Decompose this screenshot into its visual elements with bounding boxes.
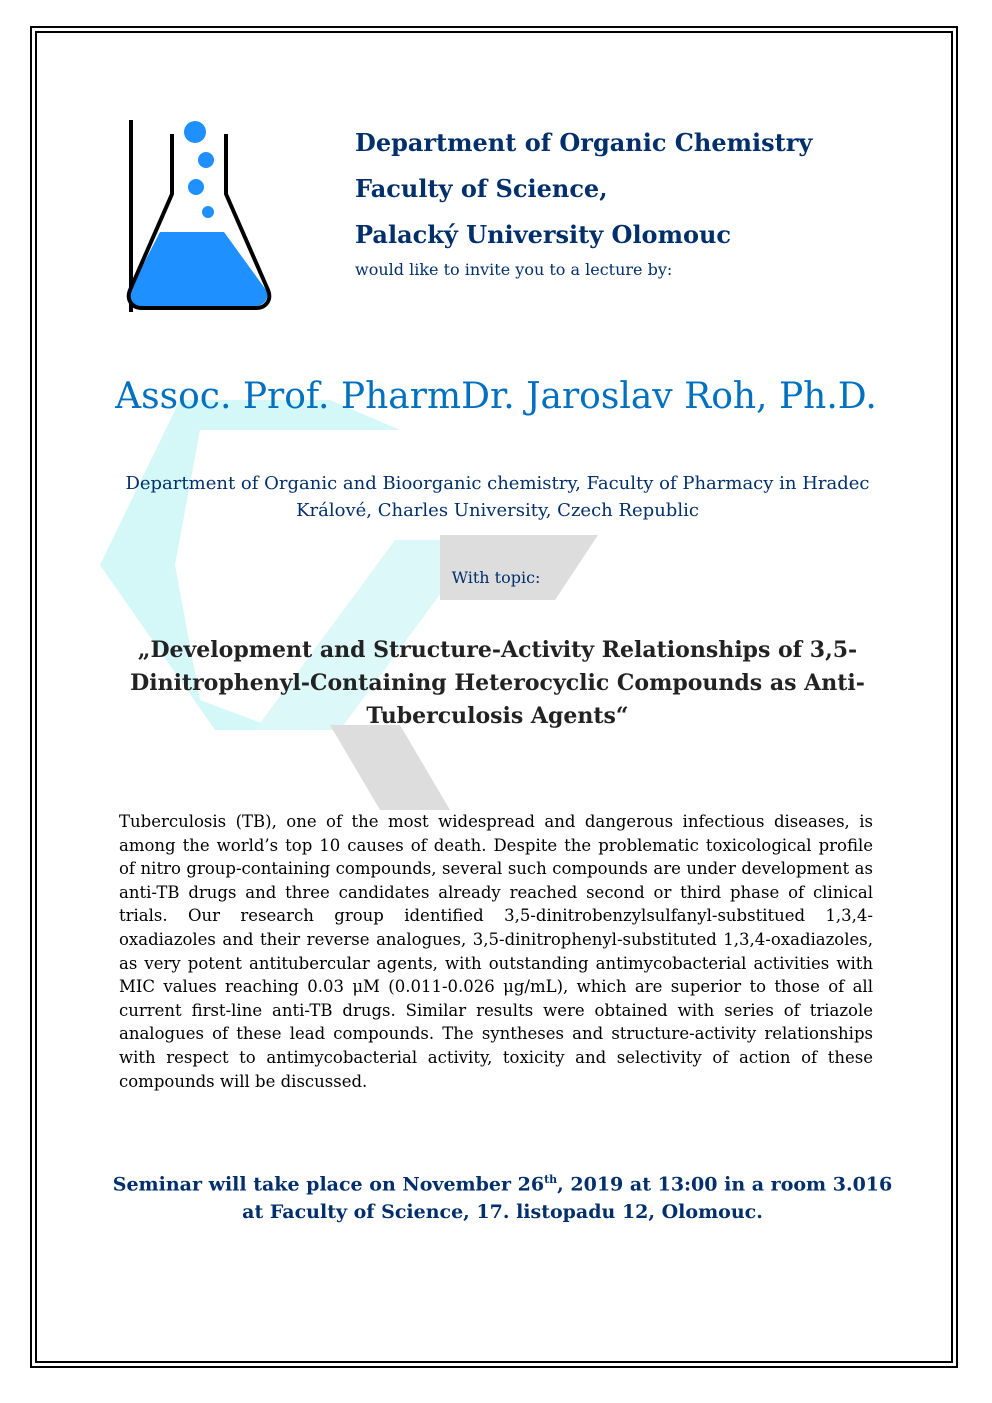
speaker-affiliation: Department of Organic and Bioorganic chemistry, Faculty of Pharmacy in Hradec Králové, Charles University, Czech Republic [125,473,870,521]
seminar-text-part2: , 2019 at 13:00 in a room 3.016 at Faculty of Science, 17. listopadu 12, Olomouc. [242,1173,893,1224]
seminar-date-suffix: th [544,1173,558,1186]
bubble-small [188,179,204,195]
lecture-abstract: Tuberculosis (TB), one of the most widespread and dangerous infectious diseases, is among the world’s top 10 causes of death. Despite the problematic toxicological profile of nitro group-containing compounds, several such compounds are under development as anti-TB drugs and three candidates already reached second or third phase of clinical trials. Our research group identified 3,5-dinitrobenzylsulfanyl-substitued 1,3,4-oxadiazoles and their reverse analogues, 3,5-dinitrophenyl-substituted 1,3,4-oxadiazoles, as very potent antitubercular agents, with outstanding antimycobacterial activities with MIC values reaching 0.03 μM (0.011-0.026 μg/mL), which are superior to those of all current first-line anti-TB drugs. Similar results were obtained with series of triazole analogues of these lead compounds. The syntheses and structure-activity relationships with respect to antimycobacterial activity, toxicity and selectivity of action of these compounds will be discussed. [119,812,873,1091]
department-header [355,120,935,279]
bubble-tiny [202,206,214,218]
seminar-text-part1: Seminar will take place on November 26 [112,1173,545,1196]
bubble-medium [198,152,214,168]
watermark-gray-lower [330,725,450,810]
speaker-name: Assoc. Prof. PharmDr. Jaroslav Roh, Ph.D. [115,376,877,417]
flask-logo [120,112,280,322]
bubble-large [184,121,206,143]
university-name: Palacký University Olomouc [355,220,732,249]
faculty-name: Faculty of Science, [355,174,608,203]
lecture-topic: „Development and Structure-Activity Relationships of 3,5-Dinitrophenyl-Containing Heterocyclic Compounds as Anti-Tuberculosis Agents“ [130,637,865,729]
seminar-details [110,1166,895,1226]
invitation-text: would like to invite you to a lecture by: [355,260,673,279]
topic-label: With topic: [451,568,541,587]
department-name: Department of Organic Chemistry [355,128,813,157]
